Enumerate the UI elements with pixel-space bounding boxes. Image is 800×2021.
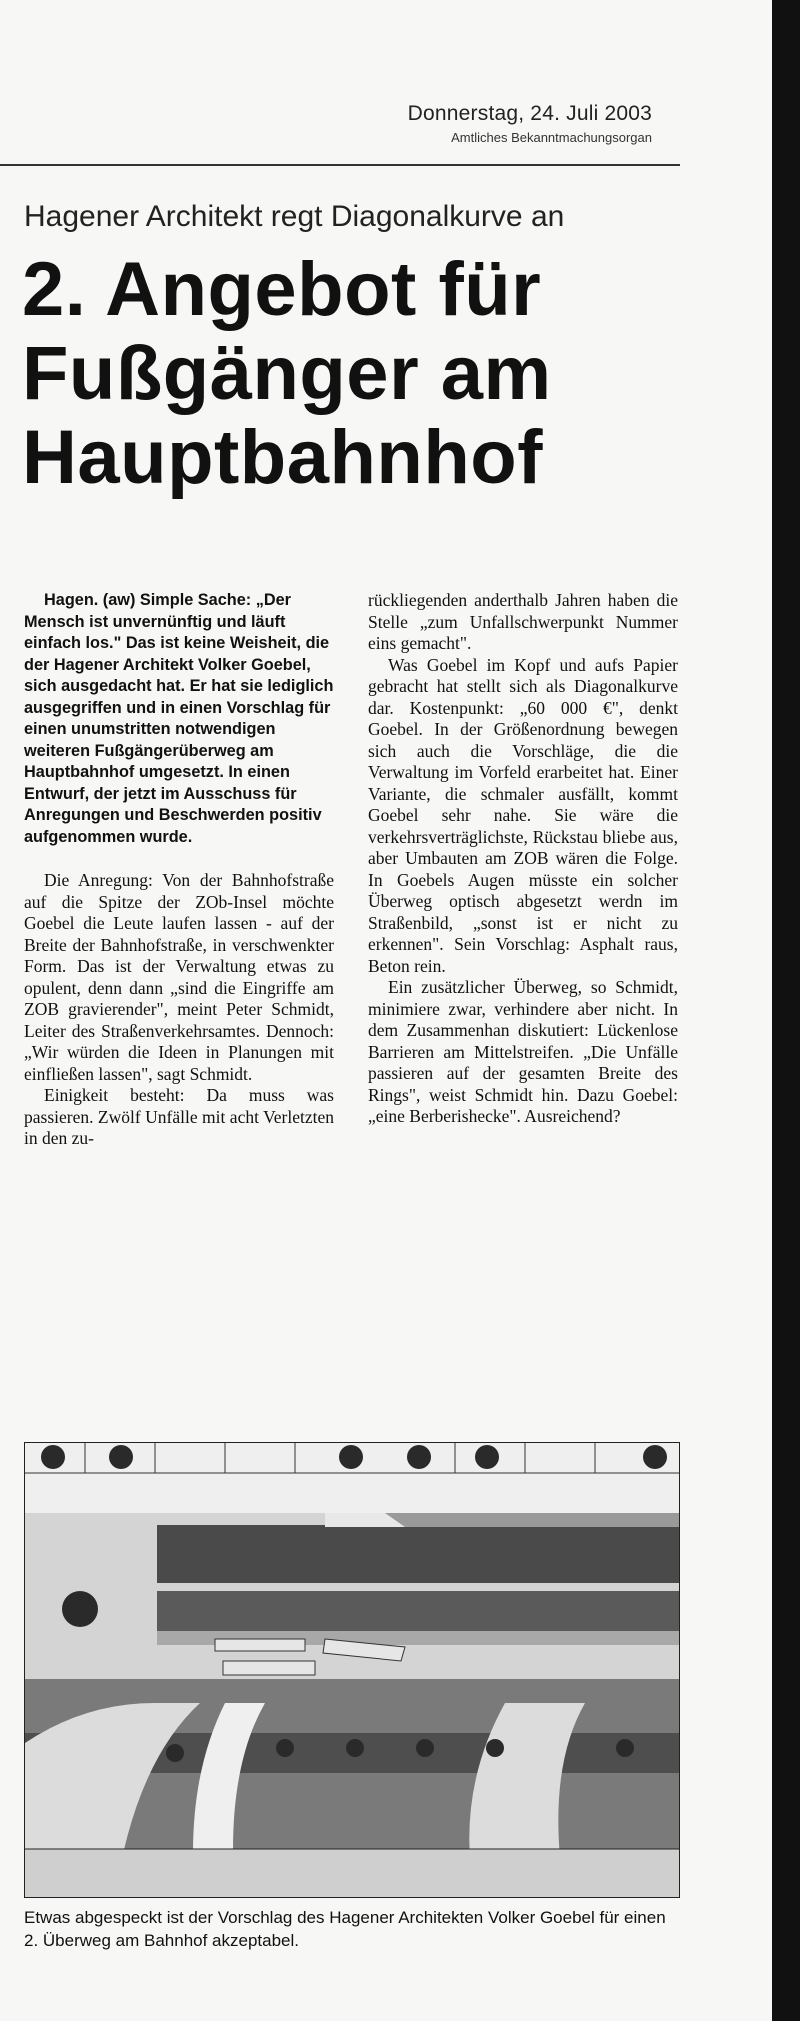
- header-rule: [0, 164, 680, 166]
- headline: 2. Angebot für Fußgänger am Hauptbahnhof: [22, 247, 552, 500]
- scan-edge: [772, 0, 800, 2021]
- body-paragraph: rückliegenden anderthalb Jahren haben die Stelle „zum Unfallschwerpunkt Nummer eins gemacht".: [368, 590, 678, 653]
- kicker: Hagener Architekt regt Diagonalkurve an: [24, 200, 565, 233]
- issue-date: Donnerstag, 24. Juli 2003: [407, 102, 652, 125]
- site-plan-photo: [24, 1442, 680, 1898]
- lead-paragraph: Hagen. (aw) Simple Sache: „Der Mensch ist unvernünftig und läuft einfach los." Das ist keine Weisheit, die der Hagener Architekt Volker Goebel, sich ausgedacht hat. Er hat sie lediglich ausgegriffen und in einen Vorschlag für einen unumstritten notwendigen weiteren Fußgängerüberweg am Hauptbahnhof umgesetzt. In einen Entwurf, der jetzt im Ausschuss für Anregungen und Beschwerden positiv aufgenommen wurde.: [24, 591, 334, 846]
- photo-caption: Etwas abgespeckt ist der Vorschlag des Hagener Architekten Volker Goebel für einen 2. Überweg am Bahnhof akzeptabel.: [24, 1908, 666, 1950]
- body-paragraph: Einigkeit besteht: Da muss was passieren. Zwölf Unfälle mit acht Verletzten in den zu-: [24, 1085, 334, 1148]
- body-paragraph: Was Goebel im Kopf und aufs Papier gebracht hat stellt sich als Diagonalkurve dar. Kostenpunkt: „60 000 €", denkt Goebel. In der Größenordnung bewegen sich auch die Vorschläge, die die Verwaltung im Vorfeld erarbeitet hat. Einer Variante, die schmaler ausfällt, kommt Goebel sehr nahe. Sie wäre die verkehrsverträglichste, Rückstau bliebe aus, aber Umbauten am ZOB wären die Folge. In Goebels Augen müsste ein solcher Überweg optisch abgesetzt werdn im Straßenbild, „sonst ist er nicht zu erkennen". Sein Vorschlag: Asphalt raus, Beton rein.: [368, 654, 678, 976]
- article-column-left: [24, 590, 334, 1150]
- body-paragraph: Die Anregung: Von der Bahnhofstraße auf die Spitze der ZOb-Insel möchte Goebel die Leute laufen lassen - auf der Breite der Bahnhofstraße, in verschwenkter Form. Das ist der Verwaltung etwas zu opulent, denn dann „sind die Eingriffe am ZOB gravierender", meint Peter Schmidt, Leiter des Straßenverkehrsamtes. Dennoch: „Wir würden die Ideen in Planungen mit einfließen lassen", sagt Schmidt.: [24, 870, 334, 1084]
- publication-organ: Amtliches Bekanntmachungsorgan: [451, 130, 652, 145]
- date-block: [408, 102, 652, 145]
- site-plan-drawing: [25, 1443, 679, 1897]
- article-column-right: [368, 590, 678, 1128]
- body-paragraph: Ein zusätzlicher Überweg, so Schmidt, minimiere zwar, verhindere aber nicht. In dem Zusammenhan diskutiert: Lückenlose Barrieren am Mittelstreifen. „Die Unfälle passieren auf der gesamten Breite des Rings", weist Schmidt hin. Dazu Goebel: „eine Berberishecke". Ausreichend?: [368, 977, 678, 1126]
